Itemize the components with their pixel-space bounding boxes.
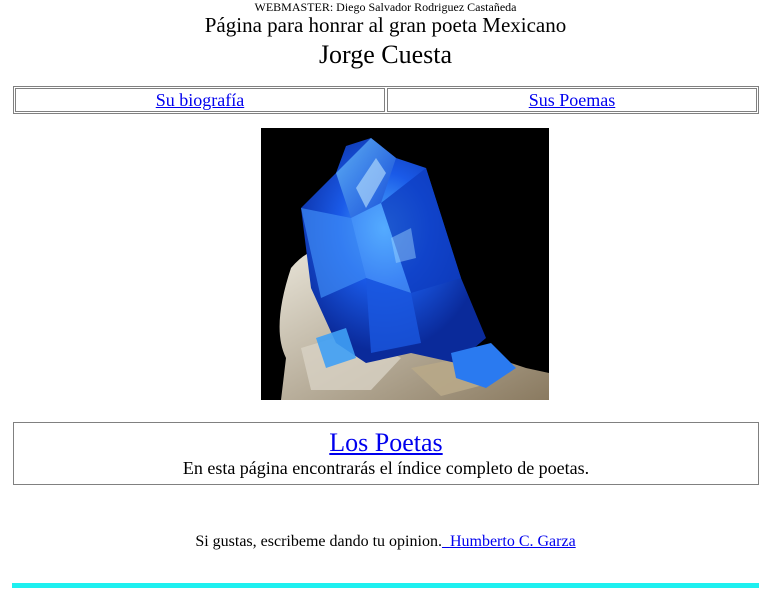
contact-line	[0, 532, 771, 552]
contact-text: Si gustas, escribeme dando tu opinion.	[195, 533, 442, 550]
crystal-photo	[261, 128, 549, 400]
poems-link[interactable]: Sus Poemas	[528, 90, 616, 110]
footer-rule	[12, 583, 759, 588]
biography-link[interactable]: Su biografía	[155, 90, 245, 110]
email-link[interactable]	[442, 533, 576, 550]
los-poetas-link[interactable]: Los Poetas	[329, 428, 443, 457]
email-link-label: Humberto C. Garza	[449, 533, 576, 550]
poetas-description: En esta página encontrarás el índice completo de poetas.	[182, 458, 590, 478]
poetas-box	[13, 422, 759, 485]
crystal-image	[261, 128, 549, 400]
page-subtitle: Página para honrar al gran poeta Mexicano	[204, 13, 567, 37]
page-title: Jorge Cuesta	[318, 40, 453, 69]
webmaster-credit: WEBMASTER: Diego Salvador Rodriguez Castañeda	[254, 0, 517, 14]
nav-cell-biography	[15, 88, 385, 112]
nav-table	[13, 86, 759, 114]
nav-cell-poems	[387, 88, 757, 112]
